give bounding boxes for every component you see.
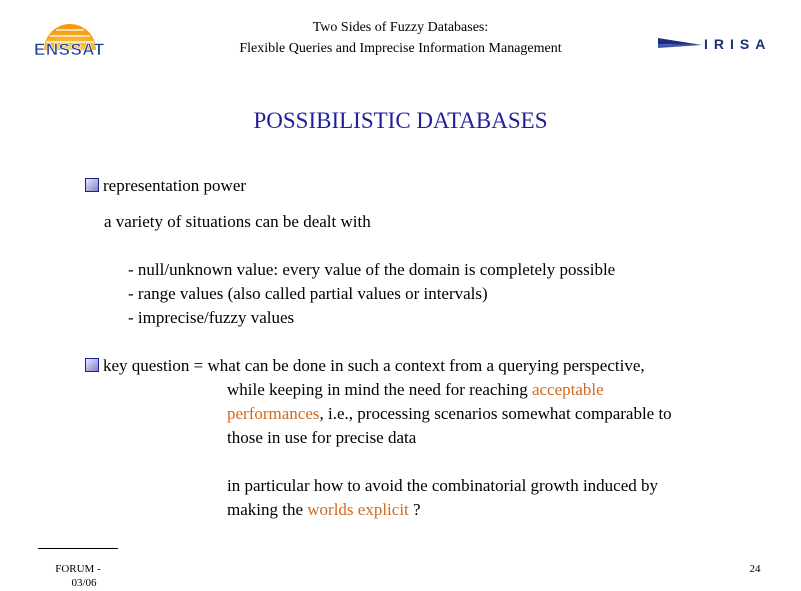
irisa-flag-icon bbox=[658, 34, 702, 54]
bullet-key-question bbox=[85, 354, 645, 378]
enssat-logo-text: ENSSAT bbox=[34, 40, 105, 59]
footer-left-line1: FORUM - bbox=[55, 563, 101, 575]
bullet1-label: representation power bbox=[103, 176, 247, 195]
header-title-line2: Flexible Queries and Imprecise Information Management bbox=[239, 41, 562, 56]
bullet2-line2-prefix: while keeping in mind the need for reaching bbox=[227, 380, 532, 399]
bullet1-item-3: - imprecise/fuzzy values bbox=[128, 308, 295, 327]
bullet-representation-power bbox=[85, 174, 246, 198]
page-number: 24 bbox=[749, 563, 761, 575]
bullet2-p2-line2 bbox=[227, 498, 421, 522]
checkbox-bullet-icon bbox=[85, 358, 99, 372]
footer-left-line2: 03/06 bbox=[71, 577, 97, 589]
bullet2-line2 bbox=[227, 378, 604, 402]
accent-performances: performances bbox=[227, 404, 320, 423]
bullet1-item-1: - null/unknown value: every value of the domain is completely possible bbox=[128, 260, 616, 279]
footer-divider bbox=[38, 548, 118, 549]
bullet2-line4: those in use for precise data bbox=[227, 428, 417, 447]
header-title-line1: Two Sides of Fuzzy Databases: bbox=[312, 20, 489, 35]
checkbox-bullet-icon bbox=[85, 178, 99, 192]
bullet2-p2-suffix: ? bbox=[408, 500, 421, 519]
bullet2-line3-rest: , i.e., processing scenarios somewhat comparable to bbox=[319, 404, 672, 423]
bullet2-line3 bbox=[227, 402, 672, 426]
slide-title: POSSIBILISTIC DATABASES bbox=[253, 108, 548, 133]
bullet2-p2-prefix: making the bbox=[227, 500, 308, 519]
accent-worlds-explicit: worlds explicit bbox=[307, 500, 409, 519]
bullet2-line1: key question = what can be done in such a context from a querying perspective, bbox=[103, 356, 645, 375]
irisa-logo-text: IRISA bbox=[704, 36, 772, 52]
irisa-logo bbox=[658, 34, 778, 58]
accent-acceptable: acceptable bbox=[531, 380, 604, 399]
bullet1-item-2: - range values (also called partial values or intervals) bbox=[128, 284, 488, 303]
bullet2-p2-line1: in particular how to avoid the combinatorial growth induced by bbox=[227, 476, 659, 495]
bullet1-sub: a variety of situations can be dealt with bbox=[104, 212, 371, 231]
